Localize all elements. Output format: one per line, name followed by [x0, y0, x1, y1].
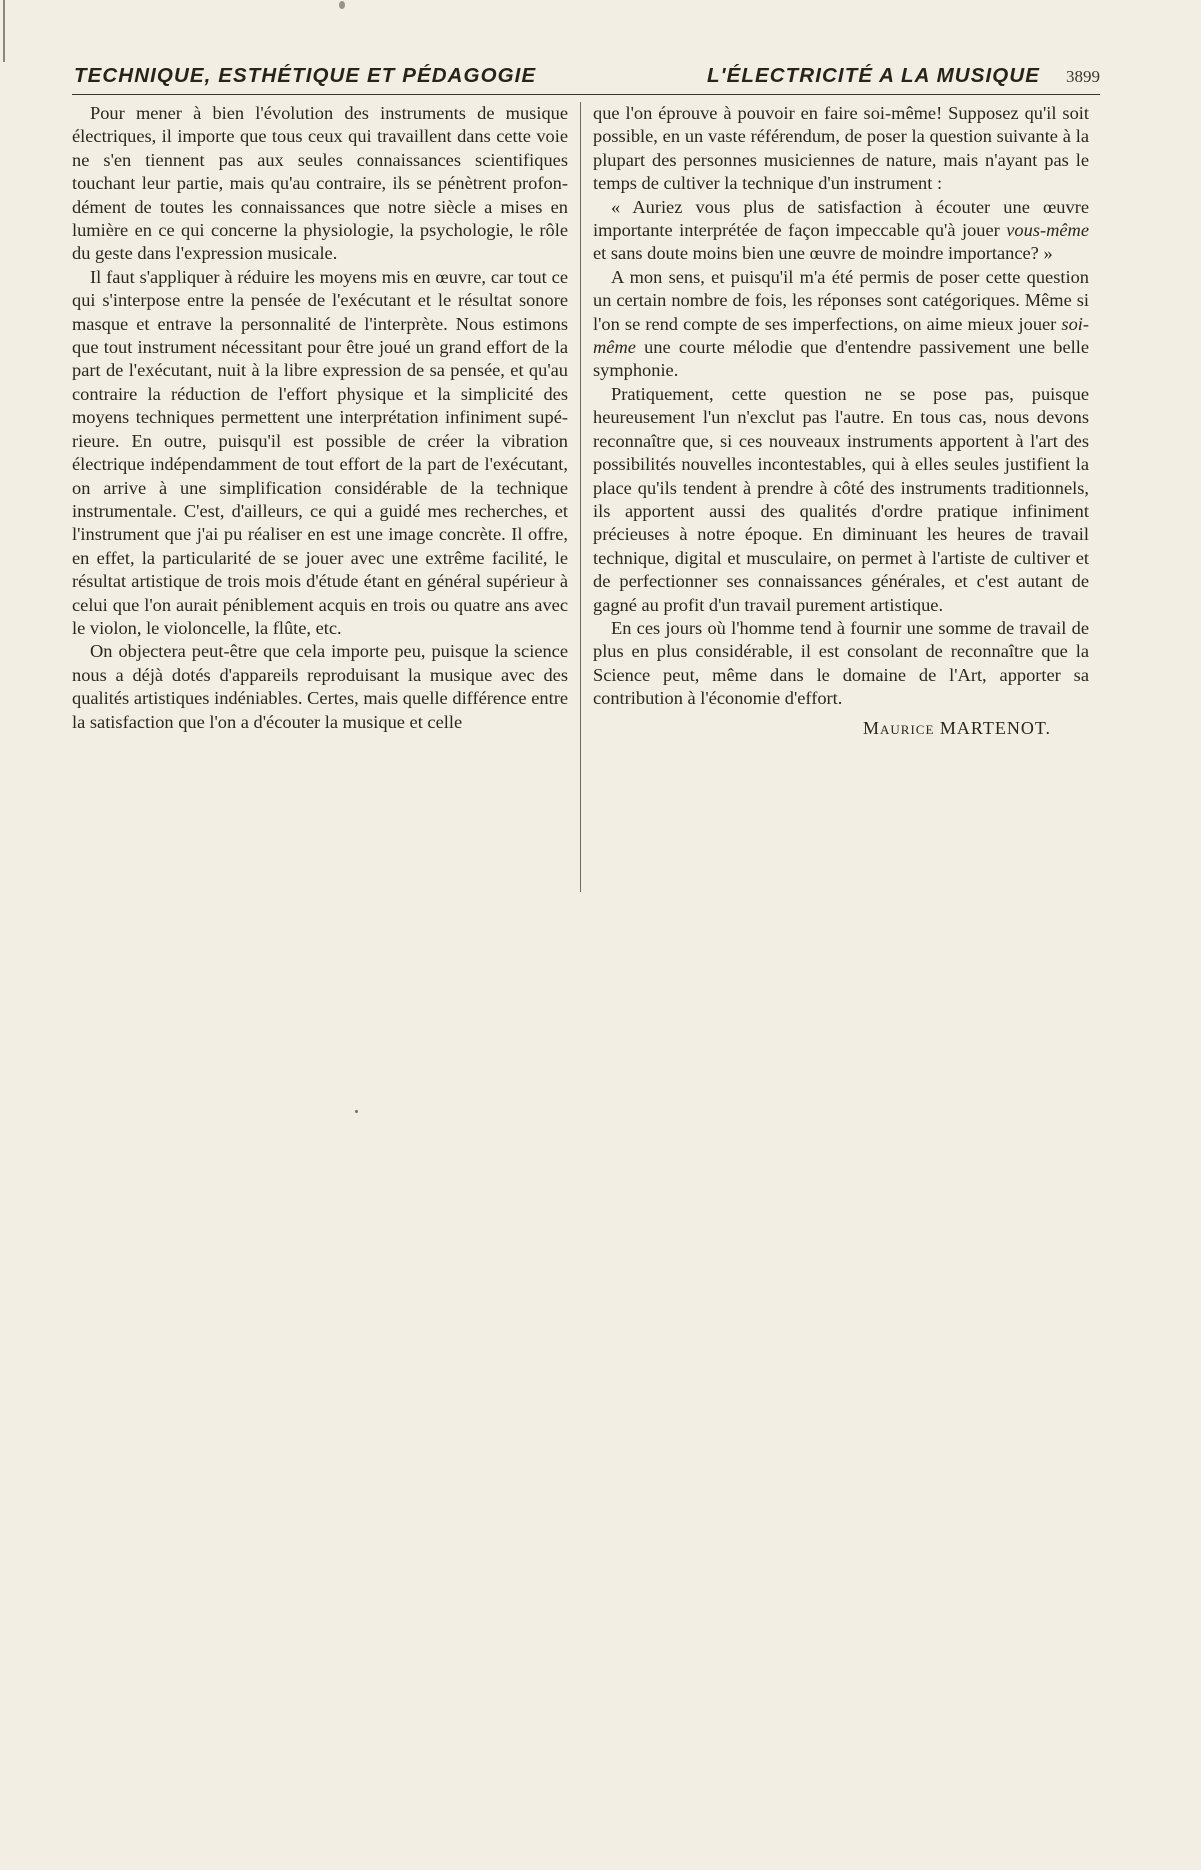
page-number: 3899 [1066, 67, 1100, 86]
paragraph [593, 266, 1089, 383]
paragraph: On objectera peut-être que cela importe peu, puisque la science nous a déjà dotés d'appareils reproduisant la musique avec des qualités artistiques indéniables. Certes, mais quelle différence entre la satisfaction que l'on a d'écouter la musique et celle [72, 641, 568, 732]
paragraph: que l'on éprouve à pouvoir en faire soi-même! Supposez qu'il soit possible, en un vaste référendum, de poser la question suivante à la plupart des personnes musiciennes de nature, mais n'ayant pas le temps de cultiver la technique d'un instrument : [593, 103, 1089, 194]
text-run: A mon sens, et puisqu'il m'a été permis de poser cette question un certain nombre de fois, les réponses sont catégoriques. Même si l'on se rend compte de ses imperfections, on aime mieux jouer [593, 266, 1089, 334]
emphasis: soi-même [593, 313, 1089, 358]
author-signature: Maurice MARTENOT. [863, 717, 1051, 738]
text-run: et sans doute moins bien une œuvre de moindre importance? » [593, 243, 1053, 264]
paragraph: Pour mener à bien l'évolution des instruments de musique électriques, il importe que tous ceux qui travaillent dans cette voie ne s'en tiennent pas aux seules connaissances scientifiques touchant leur partie, mais qu'au contraire, ils se pénètrent profondément de toutes les connaissances que notre siècle a mises en lumière en ce qui concerne la physiologie, la psychologie, le rôle du geste dans l'expression musicale. [72, 103, 568, 264]
quoted-question [593, 196, 1089, 266]
running-header [72, 60, 1100, 95]
text-run: une courte mélodie que d'entendre passivement une belle symphonie. [593, 337, 1089, 381]
right-column [593, 102, 1089, 740]
paragraph: Il faut s'appliquer à réduire les moyens mis en œuvre, car tout ce qui s'interpose entre la pensée de l'exécutant et le résultat sonore masque et entrave la personnalité de l'interprète. Nous estimons que tout instrument nécessitant pour être joué un grand effort de la part de l'exécutant, nuit à la libre expression de sa pensée, et qu'au contraire la réduction de l'effort physique et la simplicité des moyens techniques permettent une interprétation infiniment supérieure. En outre, puisqu'il est possible de créer la vibration électrique indépendamment de tout effort de la part de l'exécutant, on arrive à une simplification considérable de la technique instrumentale. C'est, d'ailleurs, ce qui a guidé mes recherches, et l'instrument que j'ai pu réaliser en est une image concrète. Il offre, en effet, la particularité de se jouer avec une extrême facilité, le résultat artistique de trois mois d'étude étant en général supérieur à celui que l'on aurait péniblement acquis en trois ou quatre ans avec le violon, le violoncelle, la flûte, etc. [72, 266, 568, 638]
left-column [72, 102, 568, 734]
ink-dot [339, 1, 345, 9]
column-divider [580, 102, 581, 892]
paragraph: En ces jours où l'homme tend à fournir une somme de travail de plus en plus considérable, il est consolant de reconnaître que la Science peut, même dans le domaine de l'Art, apporter sa contribution à l'économie d'effort. [593, 617, 1089, 709]
margin-rule [3, 0, 5, 62]
text-run: « Auriez vous plus de satisfaction à écouter une œuvre importante interprétée de façon impeccable qu'à jouer [593, 196, 1089, 241]
emphasis: vous-même [1006, 220, 1089, 241]
paper-speck [355, 1110, 358, 1113]
running-title-right: L'ÉLECTRICITÉ A LA MUSIQUE [707, 64, 1040, 87]
running-title-left: TECHNIQUE, ESTHÉTIQUE ET PÉDAGOGIE [74, 64, 537, 87]
paragraph: Pratiquement, cette question ne se pose pas, puisque heureusement l'un n'exclut pas l'autre. En tous cas, nous devons reconnaître que, si ces nouveaux instruments apportent à l'art des possibilités nouvelles incontestables, qui à elles seules justifient la place qu'ils tendent à prendre à côté des instruments traditionnels, ils apportent aussi des qualités d'ordre pratique infiniment précieuses à notre époque. En diminuant les heures de travail technique, digital et musculaire, on permet à l'artiste de cultiver et de perfectionner ses connaissances générales, et c'est autant de gagné au profit d'un travail purement artistique. [593, 383, 1089, 615]
